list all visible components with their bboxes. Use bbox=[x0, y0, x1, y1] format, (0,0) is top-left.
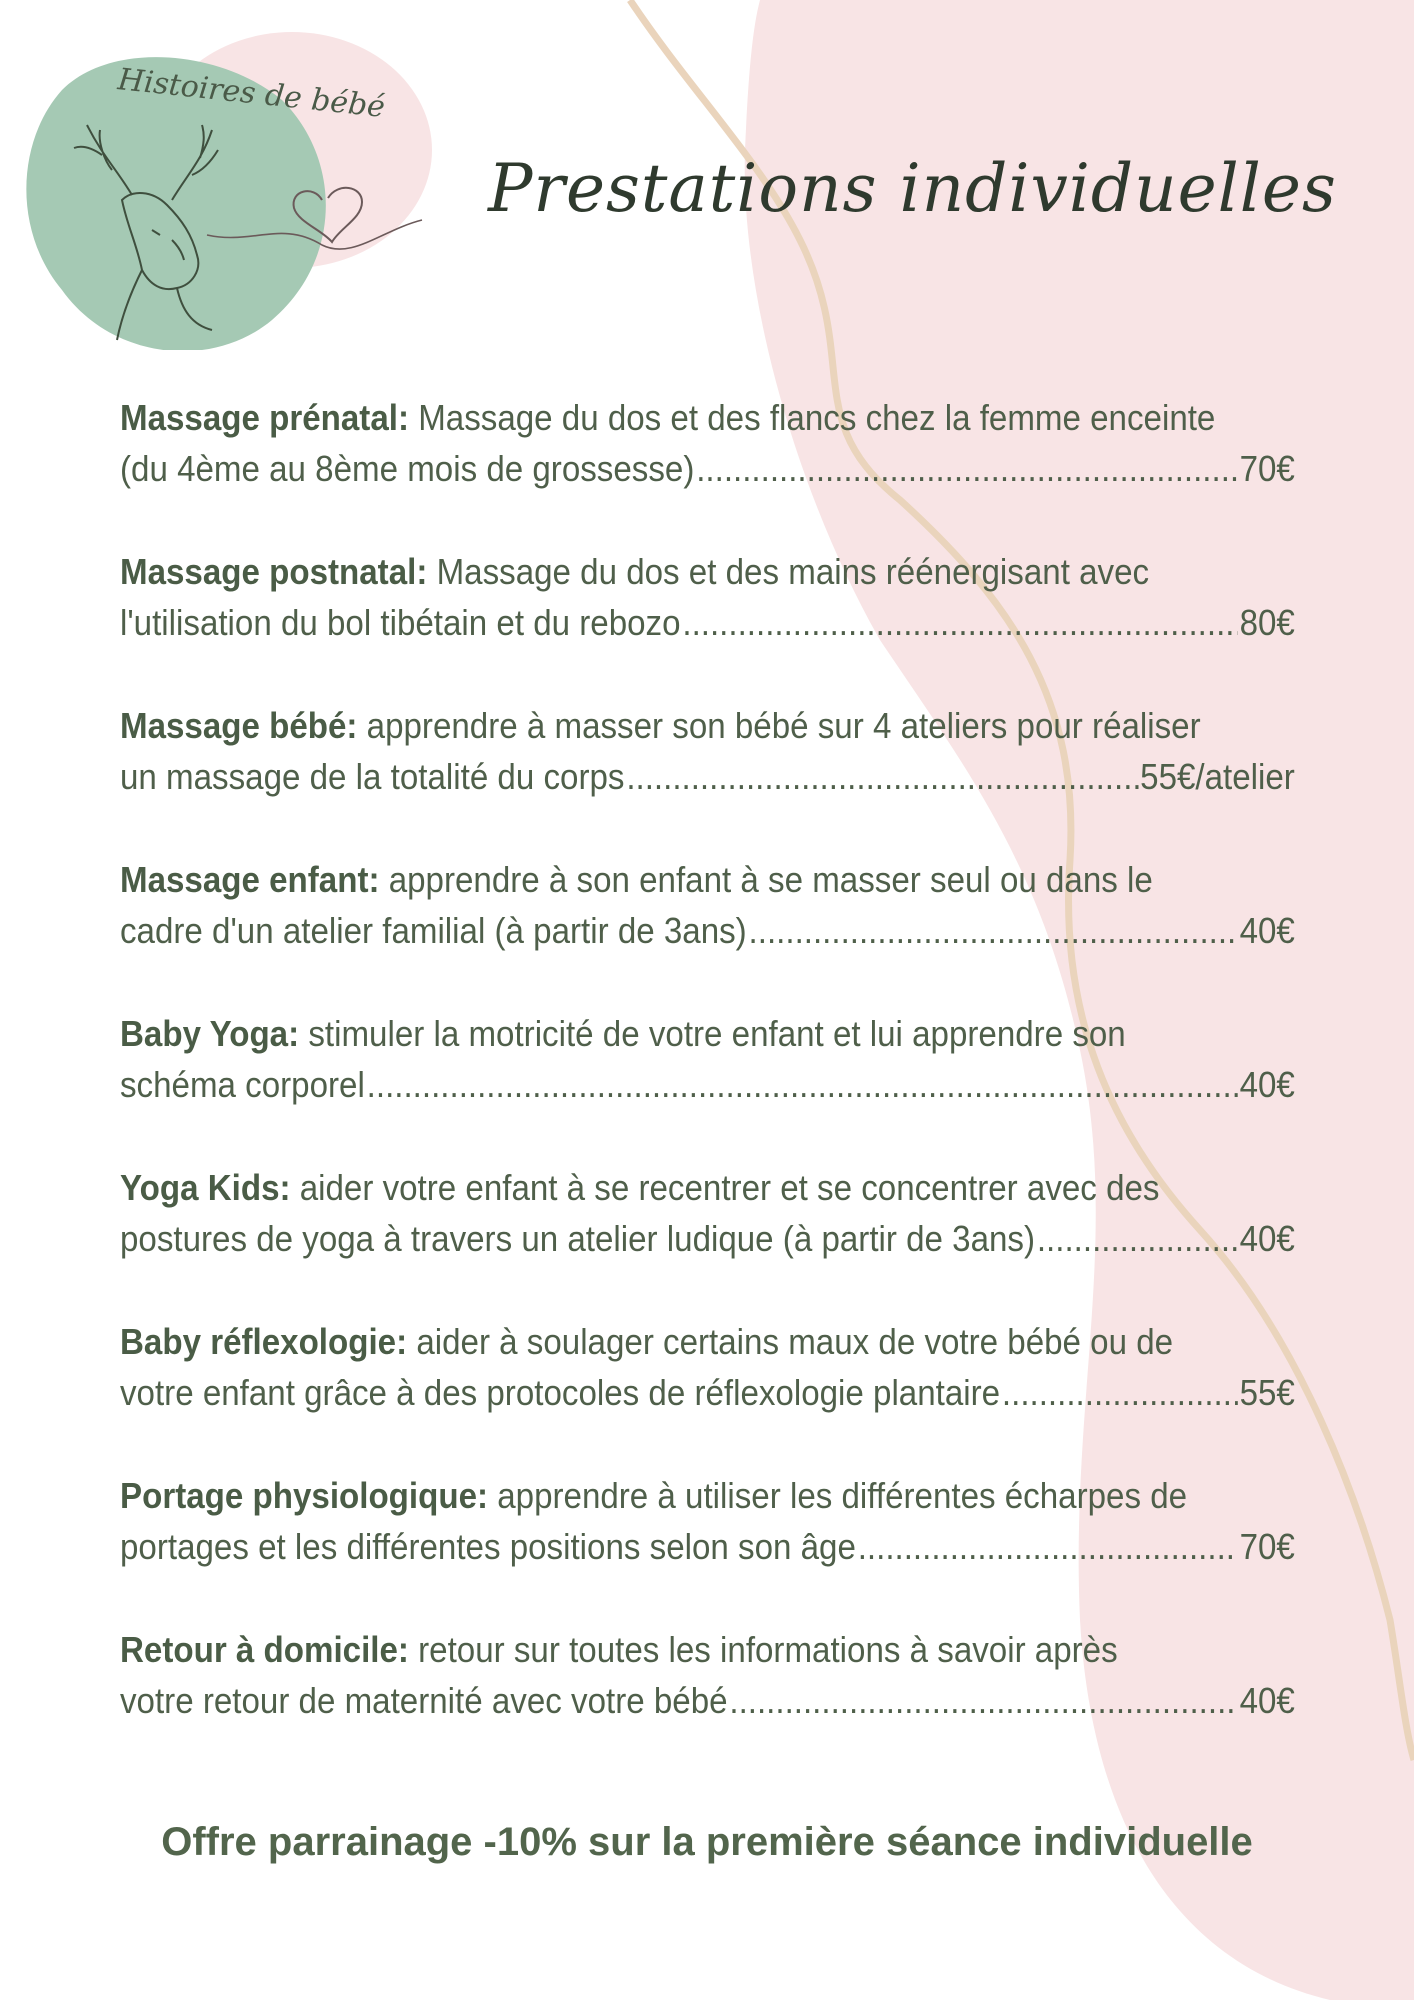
service-price-line bbox=[120, 905, 1295, 956]
service-price: 40€ bbox=[1239, 1218, 1295, 1259]
service-text-line2: postures de yoga à travers un atelier ludique (à partir de 3ans) bbox=[120, 1218, 1036, 1259]
service-text-line1: apprendre à son enfant à se masser seul ou dans le bbox=[379, 859, 1153, 900]
service-item bbox=[120, 854, 1295, 956]
service-name: Portage physiologique: bbox=[120, 1475, 489, 1516]
service-price-line bbox=[120, 1213, 1295, 1264]
service-text-line1: Massage du dos et des flancs chez la femme enceinte bbox=[408, 397, 1216, 438]
service-text-line2: un massage de la totalité du corps bbox=[120, 756, 625, 797]
service-price: 40€ bbox=[1239, 1064, 1295, 1105]
service-text-line2: cadre d'un atelier familial (à partir de 3ans) bbox=[120, 910, 747, 951]
service-price: 40€ bbox=[1239, 910, 1295, 951]
service-name: Yoga Kids: bbox=[120, 1167, 291, 1208]
leader-dots bbox=[729, 1675, 1237, 1726]
service-price-line bbox=[120, 1059, 1295, 1110]
service-text-line2: (du 4ème au 8ème mois de grossesse) bbox=[120, 448, 695, 489]
referral-offer: Offre parrainage -10% sur la première séance individuelle bbox=[161, 1820, 1253, 1864]
service-price-line bbox=[120, 1367, 1295, 1418]
service-description bbox=[120, 700, 1295, 751]
leader-dots bbox=[858, 1521, 1238, 1572]
service-text-line2: votre retour de maternité avec votre bébé bbox=[120, 1680, 728, 1721]
service-item bbox=[120, 546, 1295, 648]
service-price: 70€ bbox=[1239, 1526, 1295, 1567]
brand-name: Histoires de bébé bbox=[116, 62, 387, 125]
leader-dots bbox=[367, 1059, 1238, 1110]
service-price-line bbox=[120, 751, 1295, 802]
service-text-line1: aider votre enfant à se recentrer et se concentrer avec des bbox=[290, 1167, 1160, 1208]
service-name: Retour à domicile: bbox=[120, 1629, 409, 1670]
service-item bbox=[120, 392, 1295, 494]
service-price-line bbox=[120, 597, 1295, 648]
service-name: Massage prénatal: bbox=[120, 397, 409, 438]
leader-dots bbox=[682, 597, 1237, 648]
service-price-line bbox=[120, 1521, 1295, 1572]
service-description bbox=[120, 1008, 1295, 1059]
service-name: Baby réflexologie: bbox=[120, 1321, 408, 1362]
service-item bbox=[120, 700, 1295, 802]
leader-dots bbox=[1037, 1213, 1238, 1264]
service-text-line1: stimuler la motricité de votre enfant et lui apprendre son bbox=[299, 1013, 1126, 1054]
leader-dots bbox=[696, 443, 1238, 494]
service-price: 70€ bbox=[1239, 448, 1295, 489]
service-text-line1: Massage du dos et des mains réénergisant avec bbox=[427, 551, 1150, 592]
service-price: 80€ bbox=[1239, 602, 1295, 643]
service-text-line2: portages et les différentes positions selon son âge bbox=[120, 1526, 856, 1567]
service-text-line1: apprendre à utiliser les différentes écharpes de bbox=[488, 1475, 1188, 1516]
service-text-line1: aider à soulager certains maux de votre bébé ou de bbox=[407, 1321, 1174, 1362]
service-description bbox=[120, 546, 1295, 597]
service-description bbox=[120, 1470, 1295, 1521]
service-item bbox=[120, 1470, 1295, 1572]
leader-dots bbox=[626, 751, 1138, 802]
service-name: Massage enfant: bbox=[120, 859, 380, 900]
service-name: Massage postnatal: bbox=[120, 551, 428, 592]
services-list bbox=[120, 392, 1295, 1778]
service-item bbox=[120, 1162, 1295, 1264]
service-text-line1: apprendre à masser son bébé sur 4 ateliers pour réaliser bbox=[357, 705, 1201, 746]
service-text-line1: retour sur toutes les informations à savoir après bbox=[408, 1629, 1118, 1670]
service-description bbox=[120, 392, 1295, 443]
service-item bbox=[120, 1316, 1295, 1418]
service-price-line bbox=[120, 443, 1295, 494]
leader-dots bbox=[1002, 1367, 1238, 1418]
service-name: Baby Yoga: bbox=[120, 1013, 300, 1054]
service-description bbox=[120, 1624, 1295, 1675]
service-item bbox=[120, 1624, 1295, 1726]
service-description bbox=[120, 1316, 1295, 1367]
service-text-line2: schéma corporel bbox=[120, 1064, 365, 1105]
service-name: Massage bébé: bbox=[120, 705, 358, 746]
service-price: 40€ bbox=[1239, 1680, 1295, 1721]
service-price: 55€/atelier bbox=[1140, 756, 1295, 797]
service-text-line2: l'utilisation du bol tibétain et du rebozo bbox=[120, 602, 681, 643]
leader-dots bbox=[749, 905, 1238, 956]
page-title: Prestations individuelles bbox=[488, 150, 1337, 227]
service-item bbox=[120, 1008, 1295, 1110]
service-description bbox=[120, 854, 1295, 905]
service-price-line bbox=[120, 1675, 1295, 1726]
service-text-line2: votre enfant grâce à des protocoles de réflexologie plantaire bbox=[120, 1372, 1001, 1413]
service-description bbox=[120, 1162, 1295, 1213]
service-price: 55€ bbox=[1239, 1372, 1295, 1413]
